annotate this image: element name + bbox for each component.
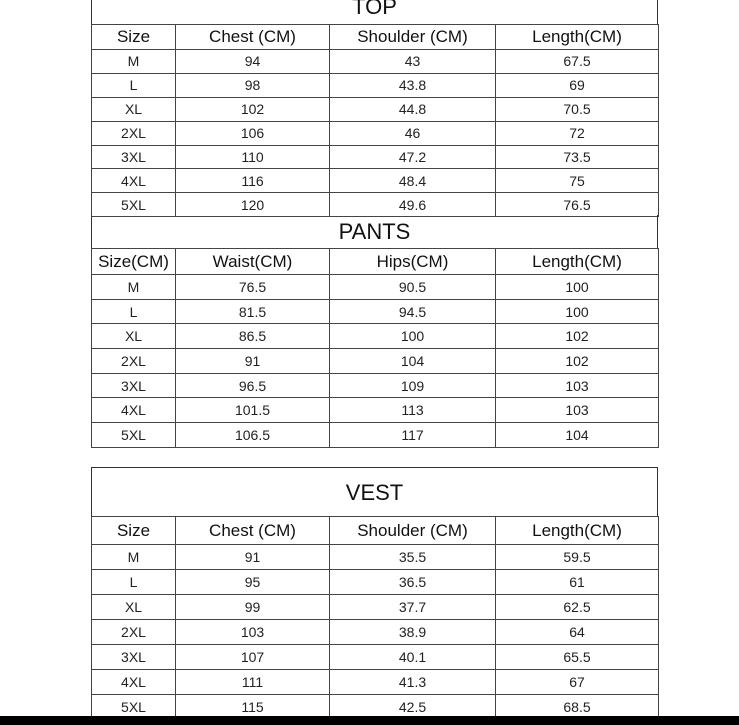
measurement-cell: 101.5	[176, 398, 330, 423]
size-cell: 3XL	[92, 373, 176, 398]
size-cell: M	[92, 50, 176, 74]
top-column-header: Size	[92, 25, 176, 50]
pants-column-header: Length(CM)	[496, 249, 659, 275]
measurement-cell: 103	[176, 620, 330, 645]
measurement-cell: 98	[176, 73, 330, 97]
size-cell: 4XL	[92, 670, 176, 695]
measurement-cell: 107	[176, 645, 330, 670]
measurement-cell: 109	[330, 373, 496, 398]
table-row	[92, 570, 659, 595]
table-row	[92, 620, 659, 645]
table-row	[92, 670, 659, 695]
size-cell: 3XL	[92, 645, 176, 670]
pants-column-header: Waist(CM)	[176, 249, 330, 275]
vest-title: VEST	[91, 467, 658, 516]
vest-column-header: Shoulder (CM)	[330, 517, 496, 545]
table-row	[92, 50, 659, 74]
measurement-cell: 95	[176, 570, 330, 595]
size-cell: XL	[92, 324, 176, 349]
pants-header-row	[92, 249, 659, 275]
measurement-cell: 91	[176, 545, 330, 570]
pants-size-chart	[91, 215, 658, 448]
size-cell: L	[92, 73, 176, 97]
measurement-cell: 38.9	[330, 620, 496, 645]
pants-table	[91, 248, 659, 448]
measurement-cell: 47.2	[330, 145, 496, 169]
measurement-cell: 113	[330, 398, 496, 423]
measurement-cell: 99	[176, 595, 330, 620]
size-cell: 2XL	[92, 349, 176, 374]
table-row	[92, 645, 659, 670]
measurement-cell: 37.7	[330, 595, 496, 620]
measurement-cell: 73.5	[496, 145, 659, 169]
vest-column-header: Size	[92, 517, 176, 545]
table-row	[92, 73, 659, 97]
measurement-cell: 40.1	[330, 645, 496, 670]
table-row	[92, 324, 659, 349]
measurement-cell: 100	[496, 299, 659, 324]
measurement-cell: 94.5	[330, 299, 496, 324]
measurement-cell: 61	[496, 570, 659, 595]
table-row	[92, 545, 659, 570]
measurement-cell: 110	[176, 145, 330, 169]
table-row	[92, 121, 659, 145]
size-cell: 3XL	[92, 145, 176, 169]
size-cell: XL	[92, 595, 176, 620]
measurement-cell: 104	[496, 423, 659, 448]
vest-column-header: Length(CM)	[496, 517, 659, 545]
top-size-chart	[91, 0, 658, 217]
measurement-cell: 70.5	[496, 97, 659, 121]
measurement-cell: 102	[176, 97, 330, 121]
measurement-cell: 76.5	[176, 275, 330, 300]
table-row	[92, 423, 659, 448]
measurement-cell: 100	[496, 275, 659, 300]
table-row	[92, 373, 659, 398]
measurement-cell: 35.5	[330, 545, 496, 570]
measurement-cell: 115	[176, 695, 330, 720]
size-cell: 2XL	[92, 121, 176, 145]
vest-size-chart	[91, 467, 658, 720]
size-cell: M	[92, 275, 176, 300]
measurement-cell: 120	[176, 193, 330, 217]
measurement-cell: 81.5	[176, 299, 330, 324]
measurement-cell: 44.8	[330, 97, 496, 121]
measurement-cell: 42.5	[330, 695, 496, 720]
measurement-cell: 104	[330, 349, 496, 374]
measurement-cell: 41.3	[330, 670, 496, 695]
top-column-header: Chest (CM)	[176, 25, 330, 50]
top-table	[91, 24, 659, 217]
size-cell: 2XL	[92, 620, 176, 645]
measurement-cell: 49.6	[330, 193, 496, 217]
measurement-cell: 91	[176, 349, 330, 374]
size-cell: L	[92, 570, 176, 595]
measurement-cell: 68.5	[496, 695, 659, 720]
measurement-cell: 67.5	[496, 50, 659, 74]
pants-title: PANTS	[91, 215, 658, 248]
top-header-row	[92, 25, 659, 50]
vest-table	[91, 516, 659, 720]
measurement-cell: 103	[496, 398, 659, 423]
table-row	[92, 595, 659, 620]
table-row	[92, 299, 659, 324]
table-row	[92, 349, 659, 374]
table-row	[92, 97, 659, 121]
top-title: TOP	[91, 0, 658, 24]
measurement-cell: 106.5	[176, 423, 330, 448]
size-cell: 5XL	[92, 193, 176, 217]
size-cell: 5XL	[92, 423, 176, 448]
measurement-cell: 75	[496, 169, 659, 193]
table-row	[92, 193, 659, 217]
size-cell: 4XL	[92, 398, 176, 423]
measurement-cell: 117	[330, 423, 496, 448]
top-column-header: Shoulder (CM)	[330, 25, 496, 50]
bottom-bar	[0, 716, 739, 725]
vest-header-row	[92, 517, 659, 545]
size-cell: 4XL	[92, 169, 176, 193]
measurement-cell: 72	[496, 121, 659, 145]
measurement-cell: 59.5	[496, 545, 659, 570]
pants-column-header: Size(CM)	[92, 249, 176, 275]
top-column-header: Length(CM)	[496, 25, 659, 50]
measurement-cell: 102	[496, 324, 659, 349]
measurement-cell: 64	[496, 620, 659, 645]
measurement-cell: 103	[496, 373, 659, 398]
measurement-cell: 62.5	[496, 595, 659, 620]
measurement-cell: 94	[176, 50, 330, 74]
measurement-cell: 106	[176, 121, 330, 145]
table-row	[92, 169, 659, 193]
size-cell: XL	[92, 97, 176, 121]
measurement-cell: 36.5	[330, 570, 496, 595]
size-cell: 5XL	[92, 695, 176, 720]
measurement-cell: 76.5	[496, 193, 659, 217]
size-cell: L	[92, 299, 176, 324]
measurement-cell: 86.5	[176, 324, 330, 349]
measurement-cell: 43	[330, 50, 496, 74]
measurement-cell: 69	[496, 73, 659, 97]
measurement-cell: 100	[330, 324, 496, 349]
table-row	[92, 398, 659, 423]
measurement-cell: 48.4	[330, 169, 496, 193]
measurement-cell: 90.5	[330, 275, 496, 300]
size-cell: M	[92, 545, 176, 570]
measurement-cell: 43.8	[330, 73, 496, 97]
measurement-cell: 96.5	[176, 373, 330, 398]
measurement-cell: 65.5	[496, 645, 659, 670]
measurement-cell: 46	[330, 121, 496, 145]
table-row	[92, 145, 659, 169]
measurement-cell: 102	[496, 349, 659, 374]
measurement-cell: 116	[176, 169, 330, 193]
measurement-cell: 67	[496, 670, 659, 695]
pants-column-header: Hips(CM)	[330, 249, 496, 275]
measurement-cell: 111	[176, 670, 330, 695]
table-row	[92, 275, 659, 300]
vest-column-header: Chest (CM)	[176, 517, 330, 545]
